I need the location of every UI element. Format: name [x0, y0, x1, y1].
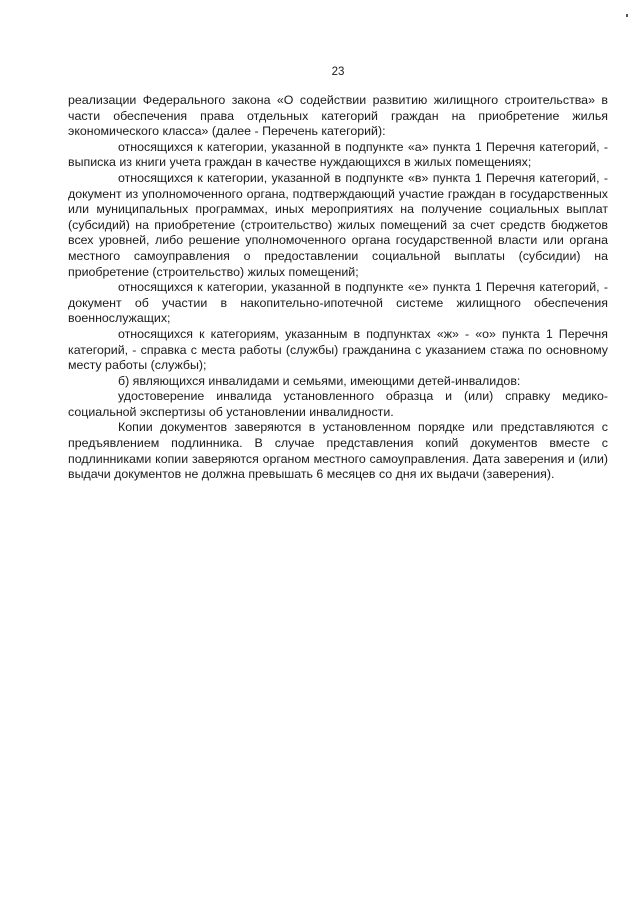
- paragraph-disabled-docs: удостоверение инвалида установленного образца и (или) справку медико-социальной экспертизы об установлении инвалидности.: [68, 389, 608, 419]
- paragraph-intro: реализации Федерального закона «О содействии развитию жилищного строительства» в части обеспечения права отдельных категорий граждан на приобретение жилья экономического класса» (далее - Перечень категорий):: [68, 93, 608, 139]
- scan-artifact: [626, 14, 628, 17]
- paragraph-copies: Копии документов заверяются в установленном порядке или представляются с предъявлением подлинника. В случае представления копий документов вместе с подлинниками копии заверяются органом местного самоуправления. Дата заверения и (или) выдачи документов не должна превышать 6 месяцев со дня их выдачи (заверения).: [68, 420, 608, 482]
- paragraph-disabled-heading: б) являющихся инвалидами и семьями, имеющими детей-инвалидов:: [118, 373, 521, 388]
- document-body: [68, 93, 608, 483]
- page-number: 23: [331, 66, 345, 78]
- paragraph-category-zh-o: относящихся к категориям, указанным в подпунктах «ж» - «о» пункта 1 Перечня категорий, - справка с места работы (службы) гражданина с указанием стажа по основному месту работы (службы);: [68, 326, 608, 373]
- paragraph-category-v: относящихся к категории, указанной в подпункте «в» пункта 1 Перечня категорий, - документ из уполномоченного органа, подтверждающий участие граждан в государственных или муниципальных программах, иных мероприятиях на получение социальных выплат (субсидий) на приобретение (строительство) жилых помещений за счет средств бюджетов всех уровней, либо решение уполномоченного органа государственной власти или органа местного самоуправления о предоставлении социальной выплаты (субсидии) на приобретение (строительство) жилых помещений;: [68, 170, 608, 279]
- paragraph-category-a: относящихся к категории, указанной в подпункте «а» пункта 1 Перечня категорий, - выписка из книги учета граждан в качестве нуждающихся в жилых помещениях;: [68, 139, 608, 170]
- paragraph-category-e: относящихся к категории, указанной в подпункте «е» пункта 1 Перечня категорий, - документ об участии в накопительно-ипотечной системе жилищного обеспечения военнослужащих;: [68, 280, 608, 326]
